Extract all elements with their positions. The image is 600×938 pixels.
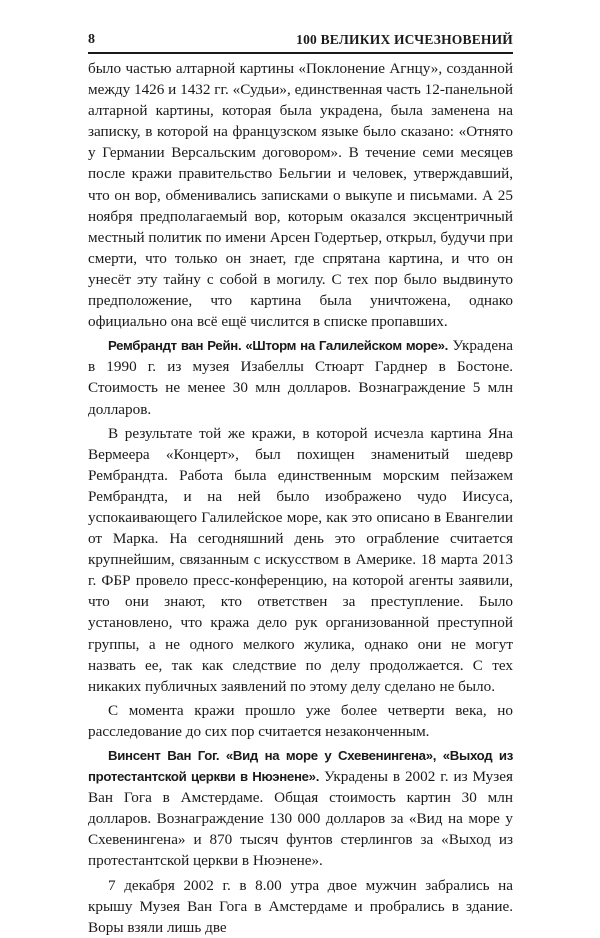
paragraph-text: 7 декабря 2002 г. в 8.00 утра двое мужчин забрались на крышу Музея Ван Гога в Амстердаме и пробрались в здание. Воры взяли лишь две — [88, 876, 513, 936]
running-title: 100 ВЕЛИКИХ ИСЧЕЗНОВЕНИЙ — [296, 32, 513, 47]
page-header — [88, 30, 513, 54]
paragraph-rembrandt-story — [88, 423, 513, 697]
entry-heading: Винсент Ван Гог. «Вид на море у Схевенингена», «Выход из протестантской церкви в Нюэнене». — [88, 748, 513, 785]
paragraph-text: было частью алтарной картины «Поклонение Агнцу», созданной между 1426 и 1432 гг. «Судьи», единственная часть 12-панельной алтарной картины, которая была украдена, была заменена на записку, в которой на французском языке было сказано: «Отнято у Германии Версальским договором». В течение семи месяцев после кражи правительство Бельгии и человек, утверждавший, что он вор, обменивались записками о выкупе и письмами. А 25 ноября предполагаемый вор, которым оказался эксцентричный местный политик по имени Арсен Годертьер, открыл, будучи при смерти, что только он знает, где спрятана картина, и что он унесёт эту тайну с собой в могилу. С тех пор было выдвинуто предположение, что картина была уничтожена, однако официально она всё ещё числится в списке пропавших. — [88, 60, 513, 331]
paragraph-altarpiece — [88, 58, 513, 332]
paragraph-rembrandt-entry — [88, 335, 513, 419]
page-number: 8 — [88, 32, 95, 47]
entry-heading: Рембрандт ван Рейн. «Шторм на Галилейском море». — [108, 338, 449, 354]
page-body — [88, 58, 513, 938]
paragraph-van-gogh-entry — [88, 745, 513, 872]
paragraph-investigation — [88, 700, 513, 742]
paragraph-van-gogh-story — [88, 875, 513, 938]
paragraph-text: В результате той же кражи, в которой исчезла картина Яна Вермеера «Концерт», был похищен знаменитый шедевр Рембрандта. Работа была единственным морским пейзажем Рембрандта, и на ней было изображено чудо Иисуса, успокаивающего Галилейское море, как это описано в Евангелии от Марка. На сегодняшний день это ограбление считается крупнейшим, связанным с искусством в Америке. 18 марта 2013 г. ФБР провело пресс-конференцию, на которой агенты заявили, что они знают, кто ответствен за преступление. Было установлено, что кража дело рук организованной преступной группы, а не одного мелкого жулика, однако они не могут назвать ее, так как следствие по делу продолжается. С тех никаких публичных заявлений по этому делу сделано не было. — [88, 424, 513, 695]
paragraph-text: С момента кражи прошло уже более четверти века, но расследование до сих пор считается незаконченным. — [88, 701, 513, 740]
paragraph-text: Украдены в 2002 г. из Музея Ван Гога в Амстердаме. Общая стоимость картин 30 млн долларов. Вознаграждение 130 000 долларов за «Вид на море у Схевенингена» и 870 тысяч фунтов стерлингов за «Выход из протестантской церкви в Нюэнене». — [88, 768, 513, 870]
paragraph-text: Украдена в 1990 г. из музея Изабеллы Стюарт Гарднер в Бостоне. Стоимость не менее 30 млн долларов. Вознаграждение 5 млн долларов. — [88, 337, 513, 418]
